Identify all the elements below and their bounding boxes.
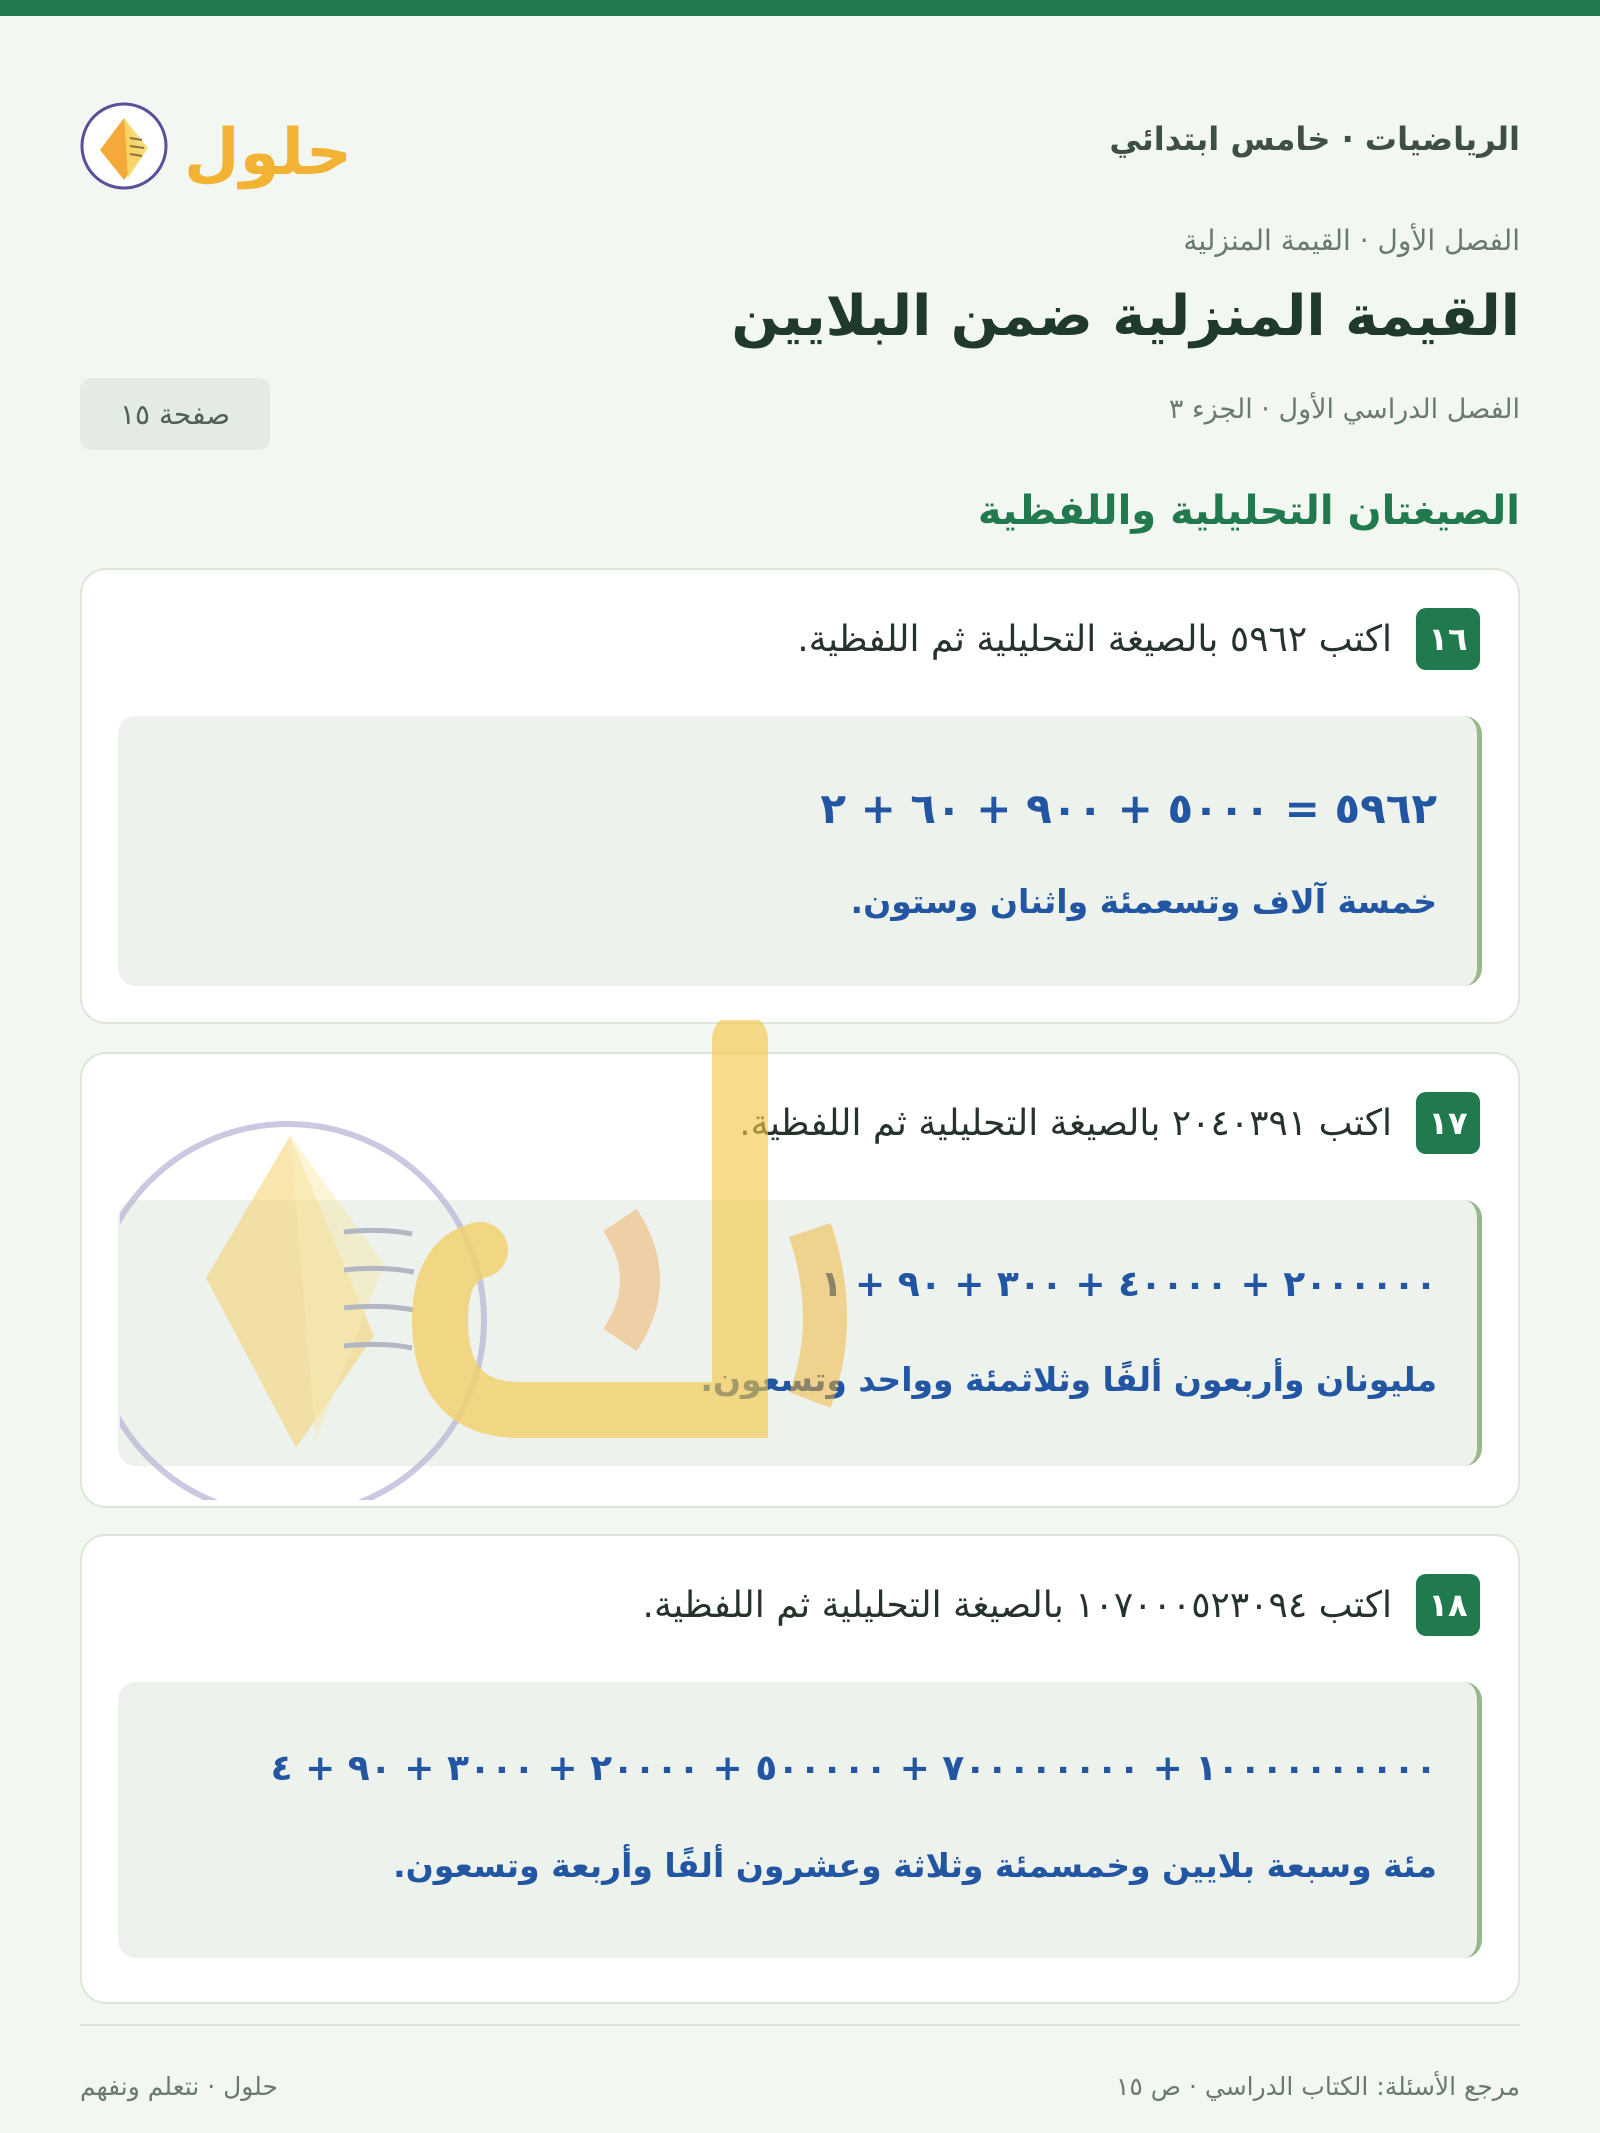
footer-brand: حلول · نتعلم ونفهم [80,2072,278,2101]
question-prompt: اكتب ٢٠٤٠٣٩١ بالصيغة التحليلية ثم اللفظية. [739,1102,1392,1144]
logo-text: حلول [184,116,352,190]
question-prompt: اكتب ٥٩٦٢ بالصيغة التحليلية ثم اللفظية. [797,618,1392,660]
word-form: خمسة آلاف وتسعمئة واثنان وستون. [850,882,1437,921]
footer-reference: مرجع الأسئلة: الكتاب الدراسي · ص ١٥ [1115,2072,1520,2101]
page-title: القيمة المنزلية ضمن البلايين [731,284,1520,349]
question-card-17 [80,1052,1520,1508]
page [80,16,1520,2133]
page-number-badge: صفحة ١٥ [80,378,270,450]
semester-label: الفصل الدراسي الأول · الجزء ٣ [1168,394,1520,425]
breadcrumb: الفصل الأول · القيمة المنزلية [1183,224,1520,257]
expanded-form: ٢٠٠٠٠٠٠ + ٤٠٠٠٠ + ٣٠٠ + ٩٠ + ١ [820,1264,1437,1305]
word-form: مليونان وأربعون ألفًا وثلاثمئة وواحد وتسعون. [700,1360,1437,1399]
footer-divider [80,2024,1520,2026]
hulul-logo[interactable] [80,96,370,196]
hulul-logo-icon [80,96,370,196]
question-card-16 [80,568,1520,1024]
question-number-badge: ١٧ [1416,1092,1480,1154]
answer-box [118,1200,1482,1466]
question-number-badge: ١٦ [1416,608,1480,670]
question-card-18 [80,1534,1520,2004]
top-accent-bar [0,0,1600,16]
word-form: مئة وسبعة بلايين وخمسمئة وثلاثة وعشرون ألفًا وأربعة وتسعون. [393,1846,1437,1885]
section-title: الصيغتان التحليلية واللفظية [977,488,1520,534]
header [80,96,1520,196]
subject-label: الرياضيات · خامس ابتدائي [1109,120,1520,158]
expanded-form: ٥٩٦٢ = ٥٠٠٠ + ٩٠٠ + ٦٠ + ٢ [820,784,1437,833]
expanded-form: ١٠٠٠٠٠٠٠٠٠٠ + ٧٠٠٠٠٠٠٠٠ + ٥٠٠٠٠٠ + ٢٠٠٠٠ + ٣٠٠٠ + ٩٠ + ٤ [270,1748,1437,1789]
answer-box [118,716,1482,986]
question-header [739,1092,1480,1154]
question-header [643,1574,1480,1636]
answer-box [118,1682,1482,1958]
question-header [797,608,1480,670]
question-prompt: اكتب ١٠٧٠٠٠٥٢٣٠٩٤ بالصيغة التحليلية ثم اللفظية. [642,1584,1392,1626]
question-number-badge: ١٨ [1416,1574,1480,1636]
